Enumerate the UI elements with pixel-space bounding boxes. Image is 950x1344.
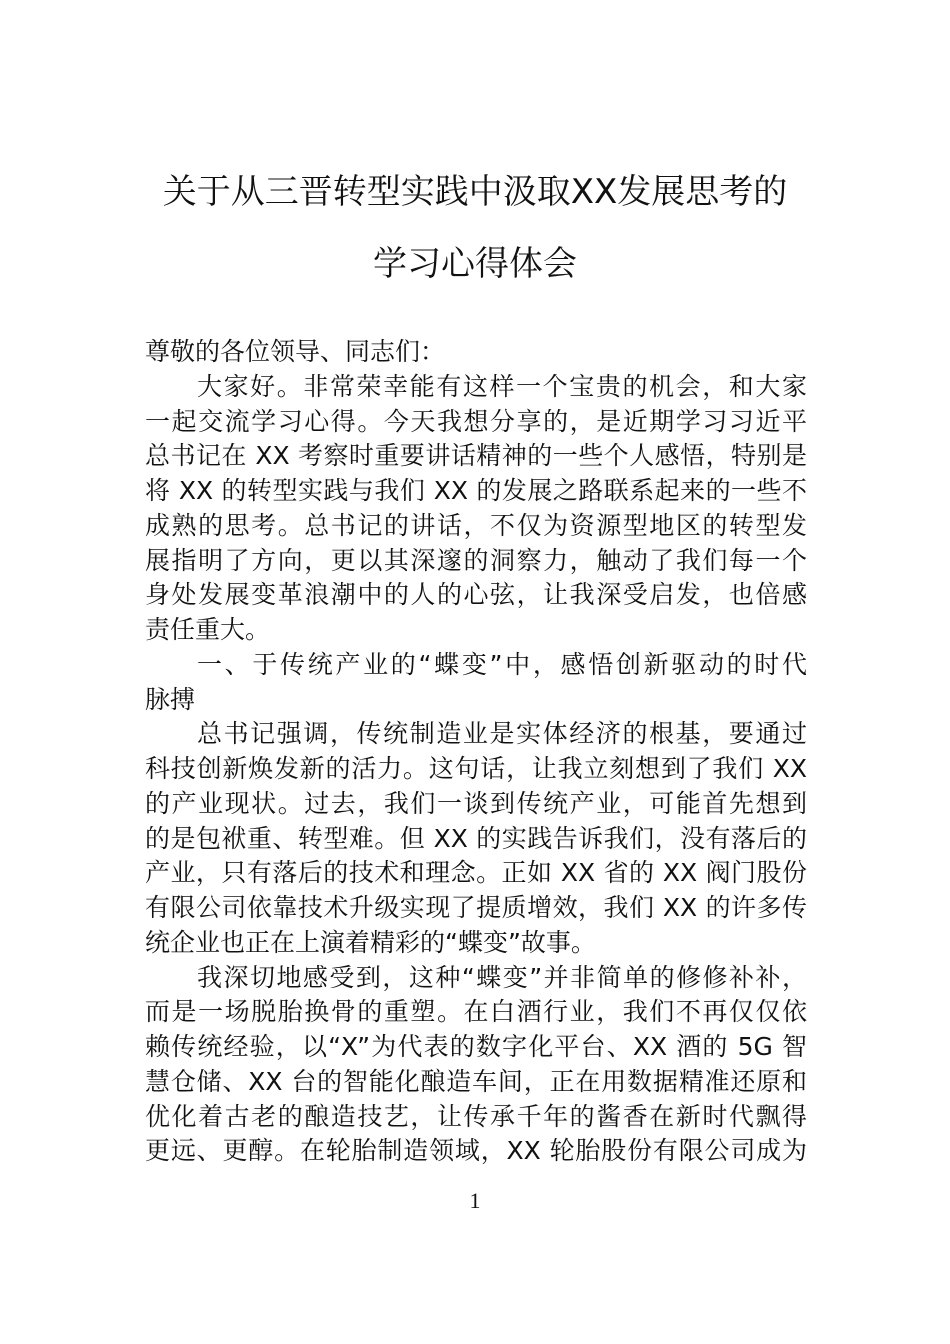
text-line: 科技创新焕发新的活力。这句话，让我立刻想到了我们 XX (145, 754, 807, 783)
text-line: 有限公司依靠技术升级实现了提质增效，我们 XX 的许多传 (145, 893, 807, 922)
document-title-line-2: 学习心得体会 (373, 244, 577, 284)
text-line: 慧仓储、XX 台的智能化酿造车间，正在用数据精准还原和 (145, 1066, 807, 1096)
text-line: 一起交流学习心得。今天我想分享的，是近期学习习近平 (145, 406, 807, 436)
text-line: 更远、更醇。在轮胎制造领域，XX 轮胎股份有限公司成为 (145, 1136, 807, 1166)
text-line: 将 XX 的转型实践与我们 XX 的发展之路联系起来的一些不 (145, 476, 807, 505)
text-line: 脉搏 (145, 684, 196, 714)
text-line: 赖传统经验，以“X”为代表的数字化平台、XX 酒的 5G 智 (145, 1032, 807, 1061)
text-line: 成熟的思考。总书记的讲话，不仅为资源型地区的转型发 (145, 510, 807, 540)
text-line: 展指明了方向，更以其深邃的洞察力，触动了我们每一个 (145, 545, 807, 575)
text-line: 优化着古老的酿造技艺，让传承千年的酱香在新时代飘得 (145, 1101, 807, 1131)
text-line: 产业，只有落后的技术和理念。正如 XX 省的 XX 阀门股份 (145, 858, 807, 888)
text-line: 责任重大。 (145, 615, 271, 644)
text-line: 身处发展变革浪潮中的人的心弦，让我深受启发，也倍感 (145, 580, 807, 610)
text-line: 大家好。非常荣幸能有这样一个宝贵的机会，和大家 (197, 371, 807, 401)
document-body (145, 335, 807, 1169)
text-line: 统企业也正在上演着精彩的“蝶变”故事。 (145, 927, 596, 957)
page-number: 1 (469, 1188, 481, 1213)
document-title-line-1: 关于从三晋转型实践中汲取XX发展思考的 (162, 172, 788, 212)
text-line: 尊敬的各位领导、同志们： (145, 337, 446, 366)
text-line: 我深切地感受到，这种“蝶变”并非简单的修修补补， (197, 962, 807, 992)
text-line: 而是一场脱胎换骨的重塑。在白酒行业，我们不再仅仅依 (145, 997, 807, 1027)
text-line: 的产业现状。过去，我们一谈到传统产业，可能首先想到 (145, 788, 807, 818)
text-line: 的是包袱重、转型难。但 XX 的实践告诉我们，没有落后的 (145, 823, 807, 853)
text-line: 总书记在 XX 考察时重要讲话精神的一些个人感悟，特别是 (145, 441, 807, 471)
text-line: 一、于传统产业的“蝶变”中，感悟创新驱动的时代 (197, 649, 807, 679)
text-line: 总书记强调，传统制造业是实体经济的根基，要通过 (197, 719, 807, 749)
